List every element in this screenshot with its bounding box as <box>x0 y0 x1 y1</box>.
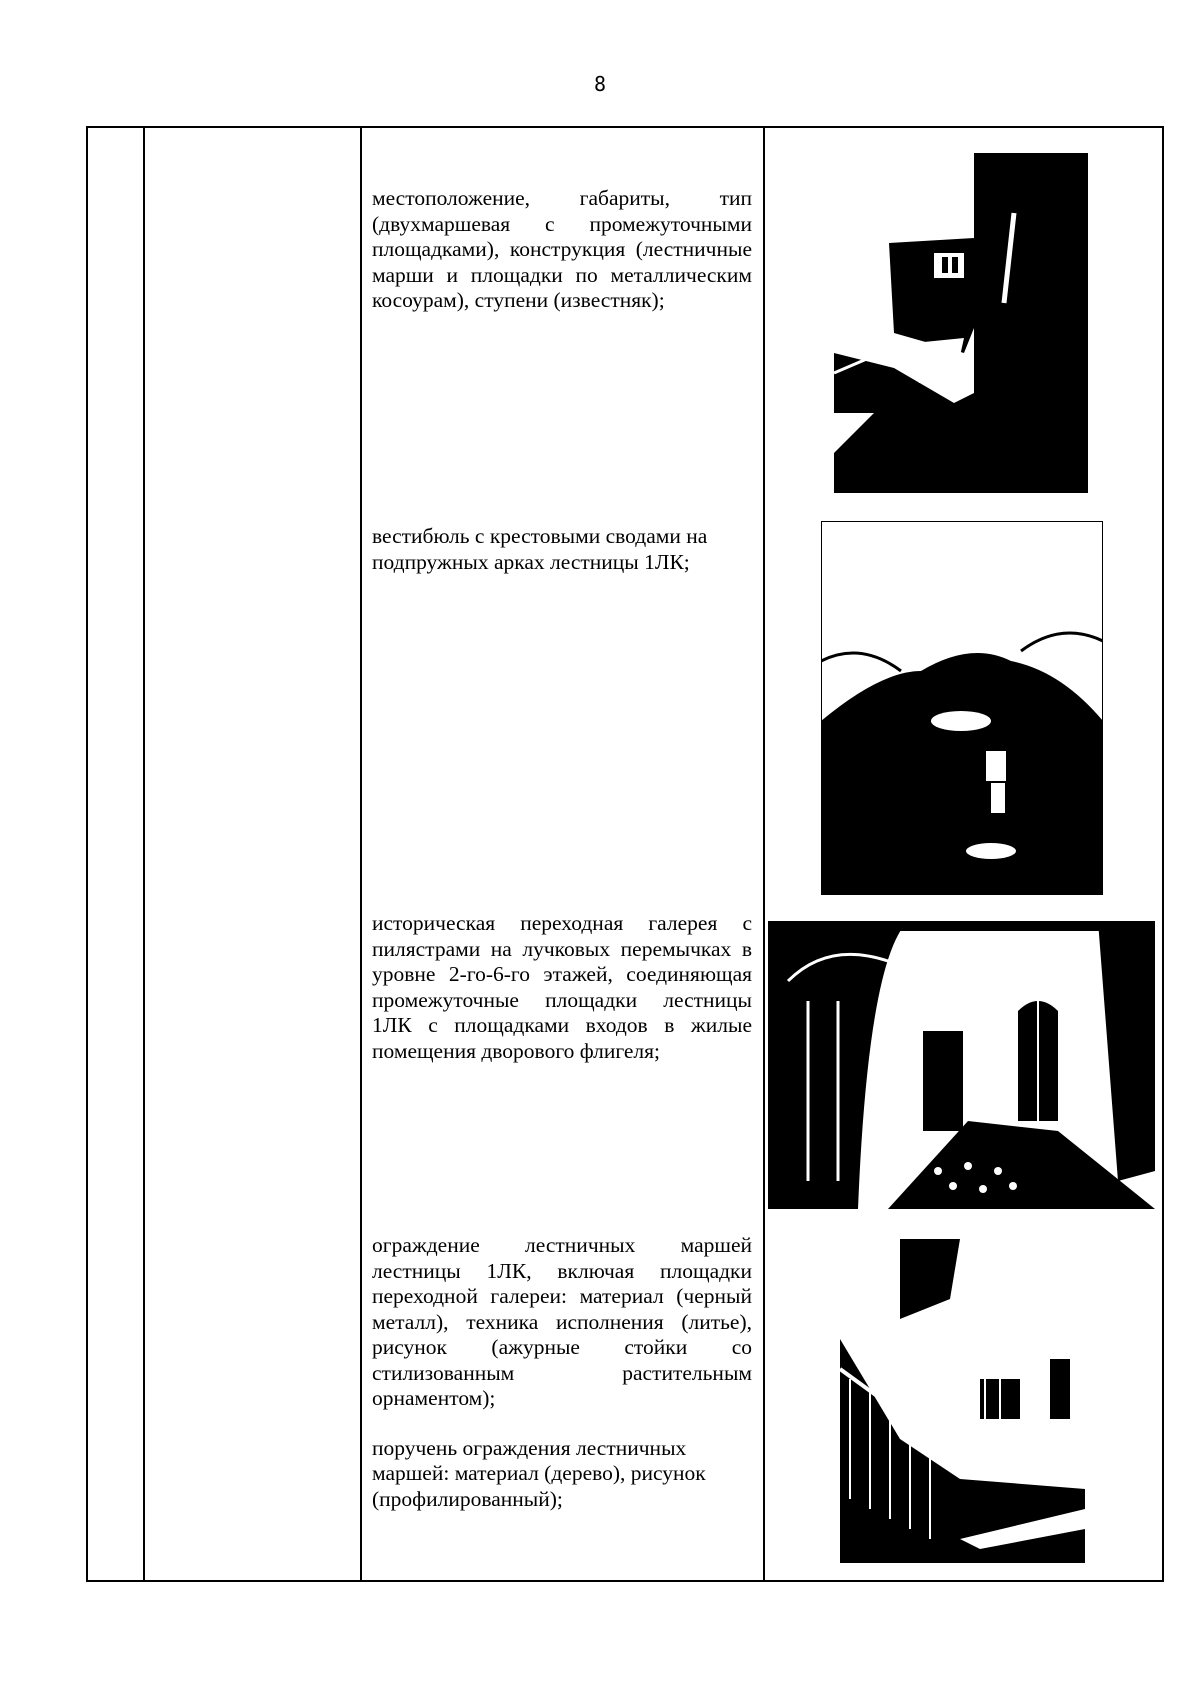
gallery-photo <box>768 921 1155 1209</box>
page-number: 8 <box>593 72 607 96</box>
railing-photo <box>840 1239 1085 1563</box>
description-text: вестибюль с крестовыми сводами на подпружных арках лестницы 1ЛК; <box>372 524 708 574</box>
column-divider <box>763 128 765 1580</box>
description-text: ограждение лестничных маршей лестницы 1ЛК, включая площадки переходной галереи: материал (черный металл), техника исполнения (литье), рисунок (ажурные стойки со стилизованным растительным орнаментом); <box>372 1233 752 1410</box>
row-1-description <box>372 186 752 314</box>
handrail-description-text: поручень ограждения лестничных маршей: материал (дерево), рисунок (профилированный); <box>372 1435 706 1511</box>
staircase-photo <box>834 153 1088 493</box>
vestibule-photo <box>821 521 1103 895</box>
column-divider <box>143 128 145 1580</box>
row-2-description <box>372 524 752 575</box>
description-text: местоположение, габариты, тип (двухмаршевая с промежуточными площадками), конструкция (лестничные марши и площадки по металлическим косоурам), ступени (известняк); <box>372 186 752 312</box>
row-4-description <box>372 1233 752 1512</box>
description-text: историческая переходная галерея с пилястрами на лучковых перемычках в уровне 2-го-6-го этажей, соединяющая промежуточные площадки лестницы 1ЛК с площадками входов в жилые помещения дворового флигеля; <box>372 911 752 1063</box>
column-divider <box>360 128 362 1580</box>
row-3-description <box>372 911 752 1064</box>
